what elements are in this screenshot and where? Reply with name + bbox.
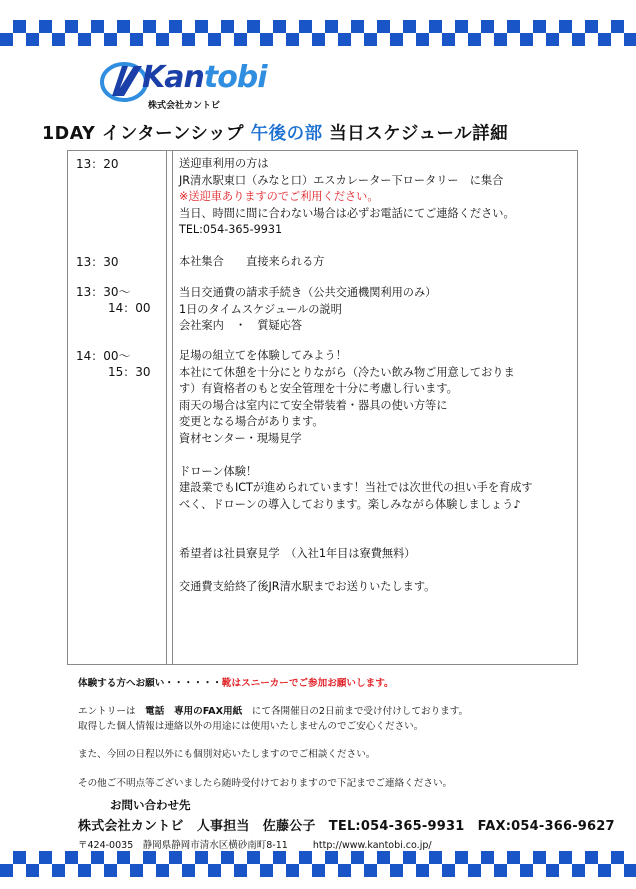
desc-block-3	[179, 285, 574, 335]
request-note: 体験する方へお願い・・・・・・靴はスニーカーでご参加お願いします。	[78, 678, 394, 689]
desc-line: 1日のタイムスケジュールの説明	[179, 302, 342, 316]
desc-line: す）有資格者のもと安全管理を十分に考慮し行います。	[179, 382, 458, 395]
entry-note: エントリーは 電話 専用のFAX用紙 にて各開催日の2日前まで受け付けしております。	[78, 706, 469, 717]
desc-line-tel: TEL:054-365-9931	[179, 223, 283, 236]
desc-line: 雨天の場合は室内にて安全帯装着・器具の使い方等に	[179, 398, 448, 412]
privacy-note: 取得した個人情報は連絡以外の用途には使用いたしませんのでご安心ください。	[78, 721, 424, 732]
desc-line: JR清水駅東口（みなと口）エスカレーター下ロータリー に集合	[179, 173, 504, 187]
time-slot-2: 13：30	[76, 255, 119, 269]
desc-line: 本社集合 直接来られる方	[179, 255, 325, 268]
address-line	[78, 837, 432, 851]
postal-address: 〒424-0035 静岡県静岡市清水区横砂南町8-11	[78, 840, 288, 851]
desc-line: 足場の組立てを体験してみよう！	[179, 349, 347, 362]
company-logo	[100, 58, 300, 116]
desc-line: べく、ドローンの導入しております。楽しみながら体験しましょう♪	[179, 497, 521, 511]
desc-line-blank	[179, 530, 574, 547]
desc-line: 変更となる場合があります。	[179, 415, 324, 428]
desc-line: ドローン体験！	[179, 464, 258, 478]
logo-company-name: 株式会社カントビ	[148, 101, 221, 111]
contact-details: 株式会社カントビ 人事担当 佐藤公子 TEL:054-365-9931 FAX:054-366-9627	[78, 819, 615, 834]
desc-line: 希望者は社員寮見学 （入社1年目は寮費無料）	[179, 547, 416, 560]
desc-line: 送迎車利用の方は	[179, 157, 269, 170]
time-slot-1: 13：20	[76, 157, 119, 171]
desc-block-1	[179, 156, 574, 239]
desc-block-2	[179, 254, 574, 271]
desc-line: 交通費支給終了後JR清水駅までお送りいたします。	[179, 580, 436, 593]
desc-line: 会社案内 ・ 質疑応答	[179, 319, 303, 332]
desc-line: 本社にて休憩を十分にとりながら（冷たい飲み物ご用意しておりま	[179, 365, 515, 379]
desc-line-warning: ※送迎車ありますのでご利用ください。	[179, 190, 379, 203]
schedule-table	[67, 150, 578, 665]
logo-wordmark: Kantobi	[142, 60, 267, 95]
desc-line-blank	[179, 513, 574, 530]
desc-line: 資材センター・現場見学	[179, 431, 302, 445]
individual-note: また、今回の日程以外にも個別対応いたしますのでご相談ください。	[78, 749, 376, 760]
page-title	[42, 120, 602, 145]
desc-line: 当日、時間に間に合わない場合は必ずお電話にてご連絡ください。	[179, 206, 515, 220]
title-prefix: 1DAY インターンシップ	[42, 124, 244, 144]
time-column	[68, 151, 167, 664]
desc-line: 建設業でもICTが進められています！当社では次世代の担い手を育成す	[179, 481, 533, 494]
title-accent: 午後の部	[250, 124, 323, 144]
k-swoosh-icon	[100, 58, 148, 104]
desc-line-blank	[179, 447, 574, 464]
desc-line-blank	[179, 563, 574, 580]
contact-heading: お問い合わせ先	[110, 798, 191, 812]
desc-block-4	[179, 348, 574, 596]
checker-border-bottom	[0, 851, 636, 877]
title-suffix: 当日スケジュール詳細	[329, 124, 509, 144]
website-link[interactable]: http://www.kantobi.co.jp/	[312, 840, 432, 851]
checker-border-top	[0, 20, 636, 46]
time-slot-3: 13：30～ 14：00	[76, 285, 151, 315]
time-slot-4: 14：00～ 15：30	[76, 349, 151, 379]
gap-column	[167, 151, 173, 664]
desc-line: 当日交通費の請求手続き（公共交通機関利用のみ）	[179, 286, 437, 299]
other-note: その他ご不明点等ございましたら随時受付けておりますので下記までご連絡ください。	[78, 778, 453, 789]
